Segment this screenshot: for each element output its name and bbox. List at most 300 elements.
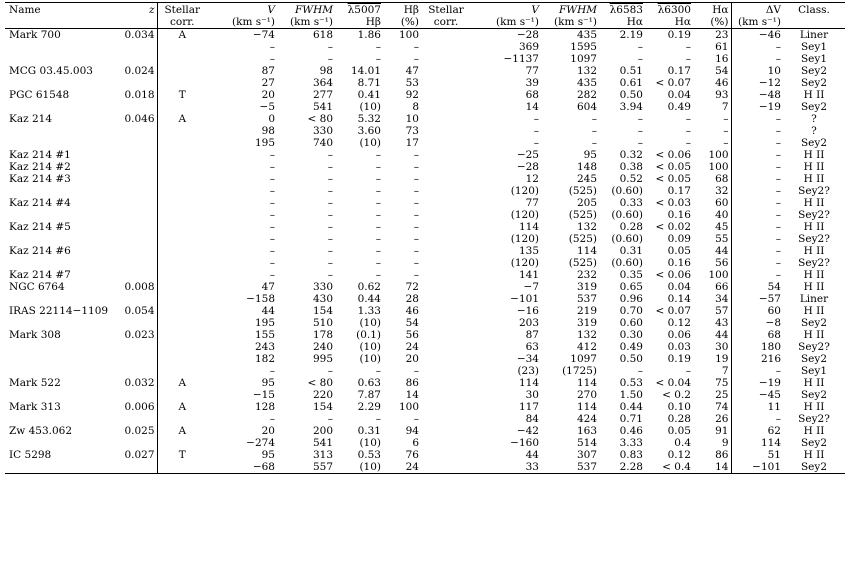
v2-cell: (23) [517,365,539,377]
redshift-cell [117,269,157,281]
halpha-percent-cell: 43 [693,317,731,329]
delta-v-cell: – [775,209,781,221]
fwhm2-cell: (525) [568,185,597,197]
redshift-cell: 0.046 [117,113,157,125]
oiii-hbeta-cell: – [375,185,381,197]
col-v2-unit: (km s⁻¹) [471,16,541,29]
v-cell: −5 [259,101,275,113]
table-row [5,197,845,209]
redshift-cell: 0.023 [117,329,157,341]
halpha-percent-cell: 44 [693,329,731,341]
halpha-percent-cell: 75 [693,377,731,389]
stellar-corr2-cell [421,341,471,353]
v-cell: – [269,245,275,257]
col-class-header: Class. [783,3,845,17]
fwhm-cell: 995 [312,353,333,365]
redshift-cell: 0.032 [117,377,157,389]
hbeta-percent-cell: 94 [405,425,419,437]
fwhm-cell: 740 [312,137,333,149]
stellar-corr-cell: A [178,377,187,389]
hbeta-percent-cell: 100 [398,401,419,413]
col-oiii-header: λ5007 [335,3,383,17]
delta-v-cell: 10 [767,65,781,77]
table-body [5,29,845,474]
redshift-cell [117,461,157,474]
col-v-header: V [207,3,277,17]
class-cell: H II [803,197,825,209]
v2-cell: 77 [525,65,539,77]
v-cell: 155 [254,329,275,341]
table-row [5,173,845,185]
nii-halpha-cell: 0.46 [619,425,643,437]
halpha-percent-cell: 91 [693,425,731,437]
oiii-hbeta-cell: (10) [359,317,381,329]
table-row [5,245,845,257]
redshift-cell [117,53,157,65]
object-name-cell [5,365,117,377]
stellar-corr-cell [157,173,207,185]
fwhm2-cell: 537 [576,293,597,305]
redshift-cell [117,233,157,245]
fwhm-cell: – [327,221,333,233]
oiii-hbeta-cell: (10) [359,341,381,353]
object-name-cell [5,353,117,365]
oi-halpha-cell: 0.17 [667,185,691,197]
fwhm2-cell: 282 [576,89,597,101]
hbeta-percent-cell: 72 [405,281,419,293]
fwhm-cell: – [327,149,333,161]
class-cell: H II [803,173,825,185]
oiii-hbeta-cell: – [375,197,381,209]
fwhm2-cell: 219 [576,305,597,317]
hbeta-percent-cell: – [413,197,419,209]
class-cell: Sey2? [798,185,830,197]
v-cell: −274 [246,437,275,449]
table-row [5,329,845,341]
nii-halpha-cell: – [637,113,643,125]
halpha-percent-cell: 100 [693,269,731,281]
fwhm2-cell: 435 [576,77,597,89]
v-cell: 20 [261,89,275,101]
redshift-cell [117,317,157,329]
oi-halpha-cell: 0.14 [667,293,691,305]
v-cell: 20 [261,425,275,437]
fwhm2-cell: 604 [576,101,597,113]
oiii-hbeta-cell: – [375,269,381,281]
object-name-cell: Mark 522 [9,377,61,389]
hbeta-percent-cell: 73 [405,125,419,137]
stellar-corr2-cell [421,41,471,53]
hbeta-percent-cell: 86 [405,377,419,389]
table-row [5,353,845,365]
oiii-hbeta-cell: – [375,245,381,257]
oi-halpha-cell: < 0.2 [662,389,691,401]
class-cell: Liner [799,29,829,41]
halpha-percent-cell: 26 [693,413,731,425]
table-row [5,101,845,113]
hbeta-percent-cell: 28 [405,293,419,305]
object-name-cell: Mark 700 [9,29,61,41]
stellar-corr-cell [157,365,207,377]
redshift-cell [117,101,157,113]
delta-v-cell: – [775,53,781,65]
object-name-cell [5,437,117,449]
class-cell: H II [803,161,825,173]
halpha-percent-cell: 60 [693,197,731,209]
oi-halpha-cell: < 0.02 [655,221,691,233]
oiii-hbeta-cell: – [375,149,381,161]
table-row [5,413,845,425]
stellar-corr2-cell [421,65,471,77]
table-row [5,365,845,377]
fwhm2-cell: 205 [576,197,597,209]
fwhm2-cell: – [591,125,597,137]
redshift-cell [117,125,157,137]
object-name-cell: MCG 03.45.003 [9,65,93,77]
stellar-corr-cell [157,137,207,149]
v2-cell: 203 [518,317,539,329]
v2-cell: 33 [471,461,541,474]
v-cell: −15 [252,389,275,401]
redshift-cell [117,413,157,425]
stellar-corr2-cell [421,53,471,65]
oi-halpha-cell: – [685,41,691,53]
col-stellar2-subheader: corr. [421,16,471,29]
fwhm-cell: 557 [277,461,335,474]
class-cell: H II [803,425,825,437]
delta-v-cell: −45 [758,389,781,401]
halpha-percent-cell: 74 [693,401,731,413]
v2-cell: 77 [525,197,539,209]
stellar-corr-cell [157,389,207,401]
stellar-corr2-cell [421,317,471,329]
v-cell: 27 [261,77,275,89]
table-row [5,305,845,317]
v2-cell: (120) [510,209,539,221]
object-name-cell [5,125,117,137]
oi-halpha-cell: 0.05 [667,245,691,257]
object-name-cell: Kaz 214 #2 [9,161,71,173]
delta-v-cell: −19 [758,377,781,389]
v2-cell: 30 [525,389,539,401]
table-row [5,425,845,437]
stellar-corr-cell [157,353,207,365]
class-cell: Sey2 [800,317,828,329]
table-row [5,449,845,461]
fwhm-cell: – [327,197,333,209]
col-fwhm2-unit: (km s⁻¹) [541,16,599,29]
fwhm2-cell: 132 [576,221,597,233]
delta-v-cell: −48 [758,89,781,101]
stellar-corr2-cell [421,365,471,377]
oi-halpha-cell: 0.19 [667,29,691,41]
class-cell: Sey2 [800,137,828,149]
nii-halpha-cell: 2.28 [599,461,645,474]
redshift-cell [117,209,157,221]
col-class-subheader [783,16,845,29]
fwhm-cell: 200 [312,425,333,437]
col-name-subheader [5,16,117,29]
object-name-cell [5,185,117,197]
fwhm2-cell: 319 [576,317,597,329]
stellar-corr-cell [157,281,207,293]
nii-halpha-cell: 0.32 [619,149,643,161]
v2-cell: −42 [516,425,539,437]
v-cell: – [269,269,275,281]
oiii-hbeta-cell: – [375,221,381,233]
halpha-percent-cell: 40 [693,209,731,221]
delta-v-cell: −46 [758,29,781,41]
object-name-cell [5,233,117,245]
fwhm-cell: – [327,245,333,257]
object-name-cell: Mark 308 [9,329,61,341]
delta-v-cell: – [775,125,781,137]
fwhm2-cell: 424 [576,413,597,425]
hbeta-percent-cell: – [413,233,419,245]
class-cell: Liner [799,293,829,305]
table-row [5,281,845,293]
halpha-percent-cell: – [693,113,731,125]
nii-halpha-cell: 0.50 [619,89,643,101]
v2-cell: −28 [516,161,539,173]
table-row [5,125,845,137]
hbeta-percent-cell: – [413,209,419,221]
v-cell: – [269,233,275,245]
hbeta-percent-cell: 56 [405,329,419,341]
stellar-corr2-cell [421,77,471,89]
oi-halpha-cell: 0.19 [667,353,691,365]
class-cell: Sey2? [798,233,830,245]
halpha-percent-cell: 68 [693,173,731,185]
fwhm-cell: 541 [312,101,333,113]
delta-v-cell: 54 [767,281,781,293]
col-v-unit: (km s⁻¹) [207,16,277,29]
v2-cell: 63 [525,341,539,353]
v2-cell: 44 [525,449,539,461]
hbeta-percent-cell: – [413,413,419,425]
stellar-corr2-cell [421,125,471,137]
v2-cell: – [533,125,539,137]
oiii-hbeta-cell: 5.32 [357,113,381,125]
redshift-cell [117,437,157,449]
object-name-cell: Kaz 214 #7 [9,269,71,281]
stellar-corr2-cell [421,173,471,185]
redshift-cell [117,389,157,401]
halpha-percent-cell: – [693,137,731,149]
oiii-hbeta-cell: – [375,257,381,269]
stellar-corr2-cell [421,377,471,389]
oiii-hbeta-cell: 1.86 [357,29,381,41]
col-nii-header: λ6583 [599,3,645,17]
nii-halpha-cell: 0.44 [619,401,643,413]
hbeta-percent-cell: 20 [405,353,419,365]
v2-cell: – [533,137,539,149]
fwhm-cell: – [327,413,333,425]
redshift-cell [117,77,157,89]
oi-halpha-cell: < 0.05 [655,161,691,173]
fwhm2-cell: 270 [576,389,597,401]
v2-cell: −7 [523,281,539,293]
halpha-percent-cell: 30 [693,341,731,353]
redshift-cell [117,185,157,197]
table-row [5,53,845,65]
hbeta-percent-cell: – [413,173,419,185]
stellar-corr2-cell [421,89,471,101]
halpha-percent-cell: 44 [693,245,731,257]
table-row [5,377,845,389]
header-row-bottom [5,16,845,29]
fwhm-cell: < 80 [307,377,333,389]
redshift-cell [117,365,157,377]
fwhm2-cell: – [591,113,597,125]
object-name-cell [5,53,117,65]
nii-halpha-cell: 0.70 [619,305,643,317]
fwhm2-cell: 132 [576,329,597,341]
fwhm-cell: 364 [312,77,333,89]
oi-halpha-cell: – [685,365,691,377]
hbeta-percent-cell: – [413,53,419,65]
stellar-corr2-cell [421,101,471,113]
hbeta-percent-cell: 76 [405,449,419,461]
stellar-corr2-cell [421,149,471,161]
v2-cell: 369 [518,41,539,53]
class-cell: Sey2 [800,65,828,77]
v2-cell: (120) [510,233,539,245]
stellar-corr2-cell [421,209,471,221]
oi-halpha-cell: < 0.07 [655,77,691,89]
v2-cell: 114 [518,377,539,389]
object-name-cell: NGC 6764 [9,281,65,293]
delta-v-cell: 51 [767,449,781,461]
v-cell: 47 [261,281,275,293]
col-deltav-unit: (km s⁻¹) [731,16,783,29]
delta-v-cell: – [775,257,781,269]
fwhm2-cell: 232 [576,269,597,281]
object-name-cell: IC 5298 [9,449,52,461]
stellar-corr2-cell [421,461,471,474]
stellar-corr-cell [157,185,207,197]
fwhm2-cell: (525) [568,233,597,245]
object-name-cell: Mark 313 [9,401,61,413]
fwhm2-cell: 319 [576,281,597,293]
fwhm2-cell: 245 [576,173,597,185]
class-cell: ? [811,125,817,137]
stellar-corr2-cell [421,353,471,365]
halpha-percent-cell: 16 [693,53,731,65]
stellar-corr-cell [157,329,207,341]
fwhm2-cell: (525) [568,257,597,269]
oi-halpha-cell: 0.06 [667,329,691,341]
delta-v-cell: – [775,41,781,53]
class-cell: Sey2 [783,461,845,474]
stellar-corr2-cell [421,221,471,233]
nii-halpha-cell: 0.50 [619,353,643,365]
delta-v-cell: −19 [758,101,781,113]
fwhm2-cell: – [591,137,597,149]
redshift-cell [117,221,157,233]
v2-cell: (120) [510,185,539,197]
oiii-hbeta-cell: 2.29 [357,401,381,413]
table-row [5,161,845,173]
table-row [5,65,845,77]
fwhm-cell: 618 [312,29,333,41]
v2-cell: 68 [525,89,539,101]
redshift-cell [117,137,157,149]
table-row [5,401,845,413]
oiii-hbeta-cell: 8.71 [357,77,381,89]
class-cell: H II [803,221,825,233]
fwhm2-cell: 514 [576,437,597,449]
oiii-hbeta-cell: – [375,365,381,377]
class-cell: H II [803,329,825,341]
redshift-cell: 0.027 [117,449,157,461]
v-cell: – [269,413,275,425]
nii-halpha-cell: 0.60 [619,317,643,329]
oi-halpha-cell: 0.17 [667,65,691,77]
stellar-corr-cell: T [178,89,186,101]
col-z-subheader [117,16,157,29]
delta-v-cell: −101 [731,461,783,474]
class-cell: H II [803,449,825,461]
col-deltav-header: ΔV [731,3,783,17]
hbeta-percent-cell: 10 [405,113,419,125]
nii-halpha-cell: 0.35 [619,269,643,281]
class-cell: H II [803,269,825,281]
oi-halpha-cell: < 0.06 [655,269,691,281]
halpha-percent-cell: 9 [693,437,731,449]
stellar-corr2-cell [421,281,471,293]
table-row [5,293,845,305]
stellar-corr2-cell [421,245,471,257]
class-cell: Sey2 [800,389,828,401]
v-cell: 128 [254,401,275,413]
nii-halpha-cell: 0.38 [619,161,643,173]
fwhm-cell: 510 [312,317,333,329]
oiii-hbeta-cell: 0.62 [357,281,381,293]
nii-halpha-cell: – [637,41,643,53]
nii-halpha-cell: – [637,365,643,377]
oi-halpha-cell: 0.28 [667,413,691,425]
stellar-corr2-cell [421,185,471,197]
v2-cell: −160 [510,437,539,449]
v2-cell: 135 [518,245,539,257]
fwhm-cell: 220 [312,389,333,401]
hbeta-percent-cell: – [413,365,419,377]
halpha-percent-cell: 34 [693,293,731,305]
object-name-cell [5,293,117,305]
stellar-corr2-cell [421,293,471,305]
halpha-percent-cell: 61 [693,41,731,53]
stellar-corr2-cell [421,29,471,42]
object-name-cell [5,41,117,53]
fwhm2-cell: 132 [576,65,597,77]
nii-halpha-cell: 3.33 [619,437,643,449]
redshift-cell [117,293,157,305]
fwhm2-cell: 1595 [570,41,597,53]
stellar-corr2-cell [421,329,471,341]
hbeta-percent-cell: – [413,185,419,197]
oiii-hbeta-cell: 14.01 [350,65,381,77]
redshift-cell [117,41,157,53]
oiii-hbeta-cell: 0.31 [357,425,381,437]
object-name-cell [5,461,117,474]
col-stellar-header: Stellar [157,3,207,17]
col-oi-header: λ6300 [645,3,693,17]
stellar-corr-cell [157,221,207,233]
hbeta-percent-cell: – [413,269,419,281]
fwhm-cell: – [327,41,333,53]
class-cell: H II [803,305,825,317]
